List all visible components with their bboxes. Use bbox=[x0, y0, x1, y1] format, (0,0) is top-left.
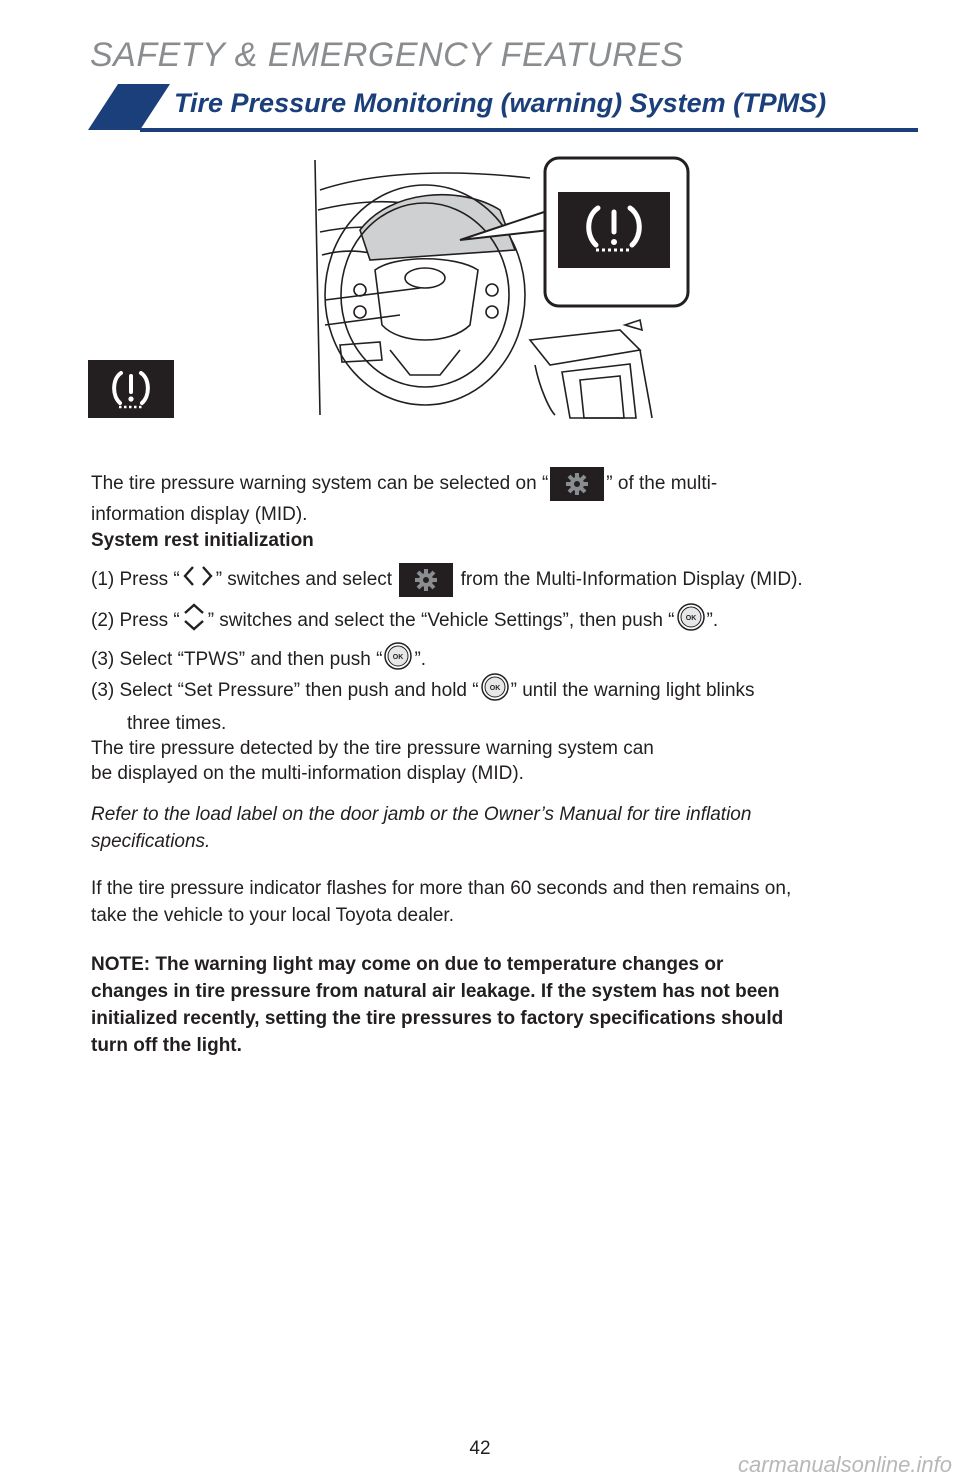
init-step-4 bbox=[91, 672, 755, 737]
init-heading: System rest initialization bbox=[91, 530, 314, 551]
up-down-arrows-icon bbox=[182, 602, 206, 640]
display-line-2: be displayed on the multi-information display (MID). bbox=[91, 763, 524, 784]
step2-text-c: ”. bbox=[706, 610, 719, 632]
ok-label: OK bbox=[685, 615, 696, 622]
gear-icon bbox=[550, 467, 604, 501]
init-step-2 bbox=[91, 602, 718, 640]
page-number: 42 bbox=[469, 1438, 491, 1459]
refer-line-1: Refer to the load label on the door jamb or the Owner’s Manual for tire inflation bbox=[91, 804, 752, 825]
intro-text-part2: ” of the multi- bbox=[606, 473, 718, 495]
note-line-1: NOTE: The warning light may come on due to temperature changes or bbox=[91, 954, 724, 975]
display-paragraph bbox=[91, 736, 654, 786]
step4-text-b: ” until the warning light blinks bbox=[510, 680, 755, 702]
step1-text-a: (1) Press “ bbox=[91, 569, 180, 591]
note-line-3: initialized recently, setting the tire pressures to factory specifications should bbox=[91, 1008, 784, 1029]
page-heading: Tire Pressure Monitoring (warning) System (TPMS) bbox=[174, 88, 827, 118]
intro-paragraph bbox=[91, 467, 717, 528]
page-header bbox=[88, 84, 918, 132]
note-line-2: changes in tire pressure from natural air leakage. If the system has not been bbox=[91, 981, 780, 1002]
init-step-1 bbox=[91, 563, 803, 597]
dashboard-illustration bbox=[300, 150, 695, 420]
note-paragraph bbox=[91, 951, 783, 1059]
intro-text-part1: The tire pressure warning system can be selected on “ bbox=[91, 473, 549, 495]
ok-label: OK bbox=[489, 685, 500, 692]
step1-text-c: from the Multi-Information Display (MID). bbox=[460, 569, 803, 591]
step2-text-a: (2) Press “ bbox=[91, 610, 180, 632]
refer-line-2: specifications. bbox=[91, 831, 211, 852]
step2-text-b: ” switches and select the “Vehicle Settings”, then push “ bbox=[207, 610, 675, 632]
gear-icon bbox=[399, 563, 453, 597]
watermark: carmanualsonline.info bbox=[737, 1452, 952, 1477]
flash-paragraph bbox=[91, 875, 791, 929]
left-right-arrows-icon bbox=[182, 563, 214, 597]
refer-paragraph bbox=[91, 801, 751, 855]
intro-text-part3: information display (MID). bbox=[91, 504, 308, 525]
section-title: SAFETY & EMERGENCY FEATURES bbox=[90, 36, 684, 74]
step3-text-a: (3) Select “TPWS” and then push “ bbox=[91, 649, 383, 671]
ok-button-icon bbox=[480, 672, 510, 710]
note-line-4: turn off the light. bbox=[91, 1035, 242, 1056]
step1-text-b: ” switches and select bbox=[215, 569, 393, 591]
flash-line-1: If the tire pressure indicator flashes for more than 60 seconds and then remains on, bbox=[91, 878, 792, 899]
step4-text-a: (3) Select “Set Pressure” then push and hold “ bbox=[91, 680, 479, 702]
tire-pressure-warning-icon bbox=[88, 360, 174, 418]
step3-text-b: ”. bbox=[414, 649, 427, 671]
step4-text-c: three times. bbox=[127, 713, 227, 734]
flash-line-2: take the vehicle to your local Toyota dealer. bbox=[91, 905, 454, 926]
display-line-1: The tire pressure detected by the tire pressure warning system can bbox=[91, 738, 654, 759]
ok-label: OK bbox=[393, 654, 404, 661]
ok-button-icon bbox=[676, 602, 706, 640]
